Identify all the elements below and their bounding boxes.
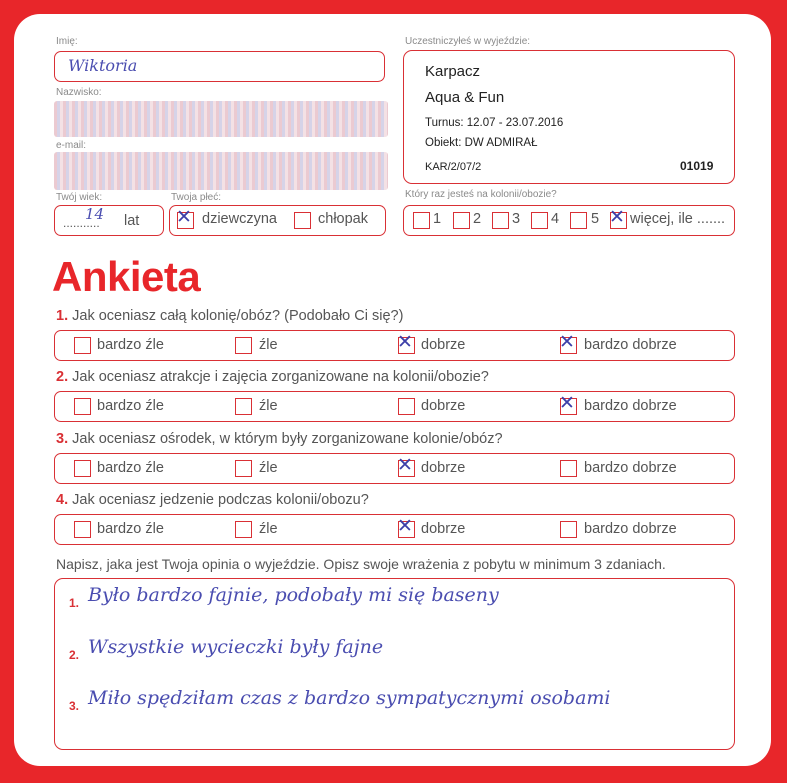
- question-3: [56, 431, 503, 447]
- trip-box: [403, 50, 735, 184]
- q3-option-label-2: dobrze: [421, 460, 466, 476]
- plec-label: Twoja płeć:: [171, 192, 222, 203]
- q1-option-label-3: bardzo dobrze: [584, 337, 677, 353]
- raz-checkbox-3[interactable]: [531, 212, 548, 229]
- question-number: 2.: [56, 369, 73, 385]
- q1-checkbox-1[interactable]: [235, 337, 252, 354]
- check-mark: ✕: [559, 392, 575, 414]
- opinion-line-number-2: 2.: [69, 648, 80, 662]
- q3-checkbox-3[interactable]: [560, 460, 577, 477]
- q4-checkbox-0[interactable]: [74, 521, 91, 538]
- opinion-line-number-3: 3.: [69, 699, 80, 713]
- trip-obiekt: Obiekt: DW ADMIRAŁ: [425, 137, 538, 149]
- check-mark: ✕: [397, 454, 413, 476]
- q2-option-label-1: źle: [259, 398, 278, 414]
- question-text: Jak oceniasz atrakcje i zajęcia zorganizowane na kolonii/obozie?: [72, 369, 489, 385]
- q4-option-label-2: dobrze: [421, 521, 466, 537]
- q4-option-label-3: bardzo dobrze: [584, 521, 677, 537]
- question-text: Jak oceniasz całą kolonię/obóz? (Podobało Ci się?): [72, 308, 404, 324]
- plec-checkbox-0[interactable]: [176, 206, 194, 229]
- q1-option-label-2: dobrze: [421, 337, 466, 353]
- imie-label: Imię:: [56, 36, 78, 47]
- question-number: 3.: [56, 431, 73, 447]
- wiek-unit: lat: [124, 213, 140, 229]
- plec-checkbox-1[interactable]: [294, 212, 311, 229]
- check-mark: ✕: [176, 206, 192, 228]
- q1-option-label-0: bardzo źle: [97, 337, 164, 353]
- nazwisko-redacted: [54, 101, 388, 137]
- trip-city: Karpacz: [425, 63, 481, 80]
- q2-checkbox-3[interactable]: [559, 392, 577, 415]
- opinion-prompt: Napisz, jaka jest Twoja opinia o wyjeździe. Opisz swoje wrażenia z pobytu w minimum 3 zdaniach.: [56, 556, 666, 572]
- email-label: e-mail:: [56, 140, 87, 151]
- q1-checkbox-0[interactable]: [74, 337, 91, 354]
- q2-checkbox-0[interactable]: [74, 398, 91, 415]
- q4-checkbox-3[interactable]: [560, 521, 577, 538]
- question-text: Jak oceniasz ośrodek, w którym były zorganizowane kolonie/obóz?: [72, 431, 503, 447]
- q3-checkbox-2[interactable]: [397, 454, 415, 477]
- raz-checkbox-5[interactable]: [609, 206, 627, 229]
- q1-option-label-1: źle: [259, 337, 278, 353]
- q2-option-label-3: bardzo dobrze: [584, 398, 677, 414]
- q2-checkbox-1[interactable]: [235, 398, 252, 415]
- raz-option-label-2: 3: [512, 211, 521, 227]
- trip-code: KAR/2/07/2: [425, 161, 482, 173]
- question-1: [56, 308, 403, 324]
- imie-value: Wiktoria: [68, 56, 138, 75]
- check-mark: ✕: [609, 206, 625, 228]
- raz-label: Który raz jesteś na kolonii/obozie?: [405, 189, 557, 200]
- q1-checkbox-3[interactable]: [559, 331, 577, 354]
- opinion-line-number-1: 1.: [69, 596, 80, 610]
- q2-option-label-0: bardzo źle: [97, 398, 164, 414]
- q4-option-label-0: bardzo źle: [97, 521, 164, 537]
- q4-checkbox-1[interactable]: [235, 521, 252, 538]
- q2-checkbox-2[interactable]: [398, 398, 415, 415]
- raz-checkbox-2[interactable]: [492, 212, 509, 229]
- nazwisko-label: Nazwisko:: [56, 87, 102, 98]
- email-redacted: [54, 152, 388, 190]
- question-number: 4.: [56, 492, 73, 508]
- question-number: 1.: [56, 308, 73, 324]
- raz-option-label-5: więcej, ile .......: [630, 211, 726, 227]
- q3-checkbox-1[interactable]: [235, 460, 252, 477]
- raz-checkbox-4[interactable]: [570, 212, 587, 229]
- plec-option-label-1: chłopak: [318, 211, 368, 227]
- raz-option-label-4: 5: [591, 211, 600, 227]
- uczestnik-label: Uczestniczyłeś w wyjeździe:: [405, 36, 531, 47]
- q3-option-label-0: bardzo źle: [97, 460, 164, 476]
- question-4: [56, 492, 369, 508]
- check-mark: ✕: [397, 515, 413, 537]
- q1-checkbox-2[interactable]: [397, 331, 415, 354]
- wiek-label: Twój wiek:: [56, 192, 103, 203]
- check-mark: ✕: [559, 331, 575, 353]
- opinion-line-3: Miło spędziłam czas z bardzo sympatycznymi osobami: [88, 687, 611, 709]
- q3-option-label-3: bardzo dobrze: [584, 460, 677, 476]
- plec-option-label-0: dziewczyna: [202, 211, 277, 227]
- survey-title: Ankieta: [52, 253, 201, 300]
- wiek-value: 14: [85, 205, 105, 223]
- trip-name: Aqua & Fun: [425, 89, 505, 106]
- trip-turnus: Turnus: 12.07 - 23.07.2016: [425, 117, 564, 129]
- q4-option-label-1: źle: [259, 521, 278, 537]
- raz-checkbox-0[interactable]: [413, 212, 430, 229]
- q2-option-label-2: dobrze: [421, 398, 466, 414]
- wiek-dots: ...........: [63, 216, 100, 230]
- question-2: [56, 369, 489, 385]
- trip-number: 01019: [680, 159, 714, 173]
- question-text: Jak oceniasz jedzenie podczas kolonii/obozu?: [72, 492, 369, 508]
- imie-field[interactable]: [54, 51, 385, 82]
- opinion-line-2: Wszystkie wycieczki były fajne: [88, 636, 384, 658]
- q4-checkbox-2[interactable]: [397, 515, 415, 538]
- wiek-field[interactable]: [54, 205, 164, 236]
- raz-option-label-0: 1: [433, 211, 442, 227]
- raz-option-label-1: 2: [473, 211, 482, 227]
- q3-checkbox-0[interactable]: [74, 460, 91, 477]
- opinion-line-1: Było bardzo fajnie, podobały mi się baseny: [88, 584, 499, 606]
- q3-option-label-1: źle: [259, 460, 278, 476]
- raz-option-label-3: 4: [551, 211, 560, 227]
- raz-checkbox-1[interactable]: [453, 212, 470, 229]
- check-mark: ✕: [397, 331, 413, 353]
